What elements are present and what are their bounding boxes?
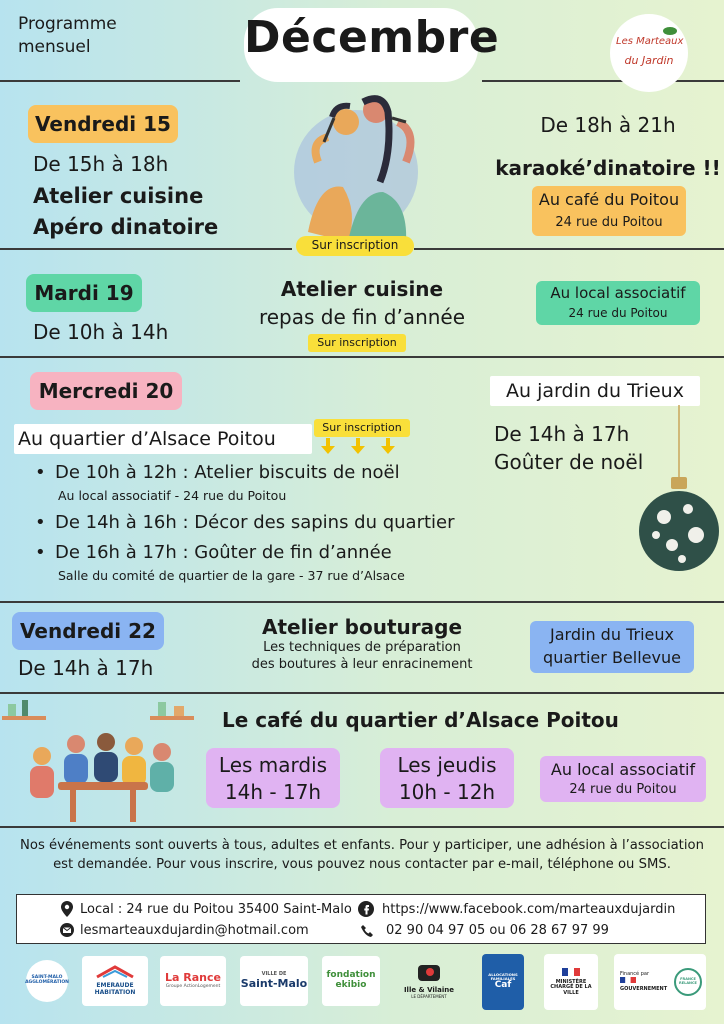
contact-phone[interactable]: 02 90 04 97 05 ou 06 28 67 97 99 (386, 923, 609, 938)
partner-name: La Rance (165, 971, 221, 985)
partner-logo-ministere-ville (544, 954, 598, 1010)
event1-place1: Au café du Poitou (538, 190, 680, 209)
partner-name: SAINT-MALO AGGLOMÉRATION (25, 975, 69, 985)
cafe-slot2-time: 10h - 12h (398, 780, 496, 804)
phone-icon (360, 924, 374, 938)
partner-logo-emeraude (82, 956, 148, 1006)
day-label: Mardi 19 (34, 281, 134, 305)
partner-name: Saint-Malo (240, 976, 308, 990)
ille-vilaine-mark-icon (416, 963, 442, 983)
email-icon (60, 923, 74, 937)
arrow-down-icons (318, 438, 410, 454)
partner-logo-ekibio (322, 956, 380, 1006)
partner-name: ALLOCATIONS FAMILIALES (488, 971, 518, 982)
event1-activity1: Atelier cuisine (33, 184, 204, 208)
partner-sub: LE DÉPARTEMENT (411, 993, 447, 999)
partner-name: EMERAUDE HABITATION (94, 982, 136, 996)
cafe-illustration (0, 694, 200, 824)
list-item-sub: Au local associatif - 24 rue du Poitou (58, 488, 287, 503)
event3-right-title: Goûter de noël (494, 450, 644, 474)
list-item: • De 16h à 17h : Goûter de fin d’année (55, 542, 392, 563)
cafe-slot2-day: Les jeudis (397, 753, 497, 777)
partner-logo-ille-et-vilaine (396, 956, 462, 1006)
event3-area: Au quartier d’Alsace Poitou (18, 428, 276, 450)
partner-sub: Caf (494, 980, 512, 991)
badge-text: FRANCE RELANCE (679, 977, 697, 985)
contact-email[interactable]: lesmarteauxdujardin@hotmail.com (80, 923, 309, 938)
partner-logo-saint-malo-agglo (26, 960, 68, 1002)
leaf-icon (662, 24, 678, 38)
list-item-sub: Salle du comité de quartier de la gare - 37 rue d’Alsace (58, 568, 405, 583)
event4-title: Atelier bouturage (261, 615, 463, 639)
event3-right-time: De 14h à 17h (494, 422, 630, 446)
day-label: Mercredi 20 (38, 379, 174, 403)
event2-place1: Au local associatif (550, 284, 686, 302)
facebook-icon (358, 901, 374, 917)
partner-logo-france-relance (614, 954, 706, 1010)
event2-title2: repas de fin d’année (258, 305, 466, 329)
brand-logo (610, 14, 688, 92)
event4-place1: Jardin du Trieux (550, 625, 674, 644)
subtitle-line2: mensuel (18, 37, 91, 57)
registration-badge-label: Sur inscription (317, 336, 397, 349)
event3-right-place: Au jardin du Trieux (506, 380, 684, 402)
list-item: • De 14h à 16h : Décor des sapins du quartier (55, 512, 455, 533)
partner-top: Financé par (620, 970, 650, 977)
partner-name: GOUVERNEMENT (620, 985, 668, 992)
registration-badge-label: Sur inscription (311, 238, 399, 252)
cafe-slot1-day: Les mardis (218, 753, 328, 777)
partner-name: MINISTÈRE CHARGÉ DE LA VILLE (550, 978, 592, 996)
logo-text-line2: du Jardin (624, 54, 674, 67)
partner-name: fondation ekibio (326, 970, 376, 990)
divider-2 (0, 356, 724, 358)
header-divider-left (0, 80, 240, 82)
logo-text-line1: Les Marteaux (616, 36, 684, 47)
divider-5 (0, 826, 724, 828)
divider-1-right (414, 248, 724, 250)
divider-3 (0, 601, 724, 603)
event2-title1: Atelier cuisine (280, 277, 444, 301)
subtitle-line1: Programme (18, 14, 117, 34)
registration-badge-label: Sur inscription (322, 421, 402, 434)
event1-right-time: De 18h à 21h (540, 113, 676, 137)
cafe-slot1-time: 14h - 17h (224, 780, 322, 804)
cafe-place1: Au local associatif (550, 760, 696, 779)
divider-1-left (0, 248, 292, 250)
info-line2: est demandée. Pour vous inscrire, vous pouvez nous contacter par e-mail, téléphone ou SMS. (53, 857, 671, 872)
partner-top: VILLE DE (261, 971, 287, 978)
cafe-title: Le café du quartier d’Alsace Poitou (222, 708, 619, 732)
location-pin-icon (60, 901, 74, 917)
event4-desc1: Les techniques de préparation (263, 640, 461, 655)
cafe-place2: 24 rue du Poitou (569, 782, 677, 797)
header-divider-right (482, 80, 724, 82)
event4-desc2: des boutures à leur enracinement (251, 657, 473, 672)
partner-logo-ville-saint-malo (240, 956, 308, 1006)
day-label: Vendredi 22 (20, 619, 156, 643)
emeraude-mark-icon (95, 965, 135, 979)
france-relance-badge (674, 968, 702, 996)
french-flag-icon (620, 977, 636, 983)
french-flag-icon (562, 968, 580, 976)
event4-place2: quartier Bellevue (543, 648, 681, 667)
partner-name: Ille & Vilaine (403, 985, 455, 994)
event4-time: De 14h à 17h (18, 656, 154, 680)
event1-activity2: Apéro dinatoire (33, 215, 219, 239)
day-label: Vendredi 15 (35, 112, 171, 136)
event2-place2: 24 rue du Poitou (568, 306, 668, 320)
partner-logo-caf (482, 954, 524, 1010)
page-title: Décembre (244, 12, 500, 63)
list-item: • De 10h à 12h : Atelier biscuits de noël (55, 462, 400, 483)
event1-place2: 24 rue du Poitou (555, 215, 663, 230)
singers-illustration (288, 92, 434, 242)
christmas-ornament-icon (636, 405, 722, 577)
contact-facebook[interactable]: https://www.facebook.com/marteauxdujardin (382, 902, 676, 917)
event1-time: De 15h à 18h (33, 152, 169, 176)
event2-time: De 10h à 14h (33, 320, 169, 344)
partner-logo-la-rance (160, 956, 226, 1006)
event1-right-title: karaoké’dinatoire !! (495, 156, 721, 180)
info-line1: Nos événements sont ouverts à tous, adultes et enfants. Pour y participer, une adhésion à l’association (20, 838, 704, 853)
partner-sub: Groupe ActionLogement (165, 983, 221, 989)
contact-address: Local : 24 rue du Poitou 35400 Saint-Malo (80, 902, 352, 917)
